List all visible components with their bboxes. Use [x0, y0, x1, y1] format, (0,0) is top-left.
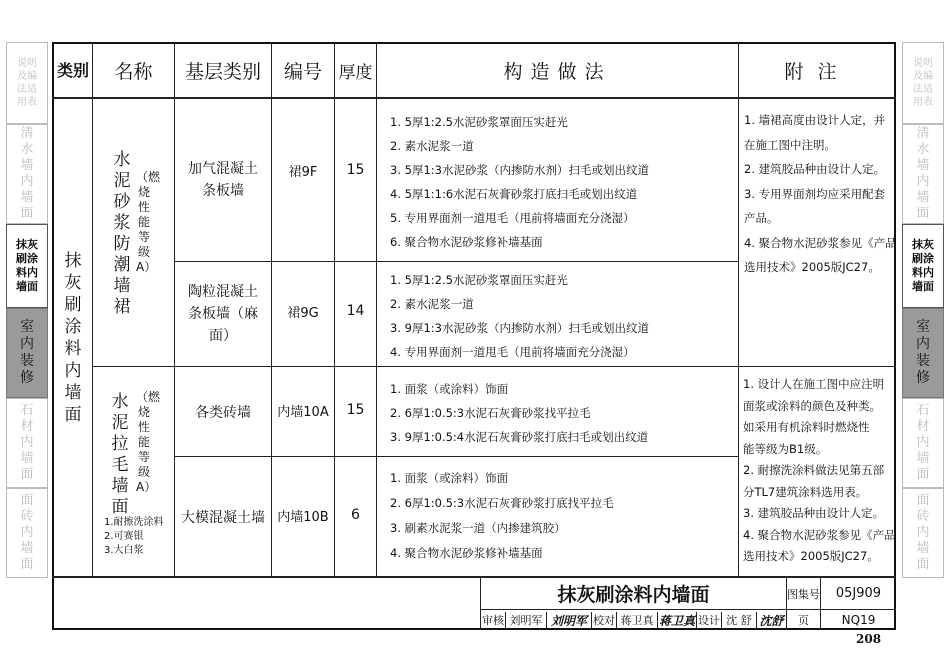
step: 1. 5厚1:2.5水泥砂浆罩面压实赶光	[390, 115, 568, 129]
side-tab-right-5[interactable]	[902, 398, 944, 488]
side-tab-right-1[interactable]	[902, 42, 944, 124]
check-label: 校对	[593, 614, 615, 627]
base-cell: 加气混凝土条板墙	[188, 161, 258, 199]
side-tab-label: 室内装修	[916, 319, 930, 386]
step: 1. 5厚1:2.5水泥砂浆罩面压实赶光	[390, 273, 568, 287]
atlas-label: 图集号	[787, 587, 820, 601]
step: 4. 5厚1:1:6水泥石灰膏砂浆打底扫毛或划出纹道	[390, 187, 638, 201]
header-thickness: 厚度	[338, 63, 373, 83]
step: 2. 素水泥浆一道	[390, 297, 474, 311]
review-label: 审核	[482, 614, 504, 627]
code-cell: 裙9F	[288, 164, 318, 180]
designer-name: 沈 舒	[722, 612, 757, 628]
note-line: 1. 墙裙高度由设计人定，并	[744, 113, 886, 127]
method-steps	[390, 377, 648, 449]
side-tab-label: 石材内墙面	[20, 403, 34, 482]
step: 3. 刷素水泥浆一道（内掺建筑胶）	[390, 521, 566, 535]
step: 1. 面浆（或涂料）饰面	[390, 471, 509, 485]
thickness-cell: 15	[346, 162, 365, 178]
group2-notes	[743, 374, 896, 568]
side-tab-label: 清水墙内墙面	[20, 126, 34, 221]
side-tab-label: 清水墙内墙面	[916, 126, 930, 221]
group2-name: 水泥拉毛墙面	[111, 392, 129, 517]
reviewer-name: 刘明军	[506, 612, 547, 628]
side-tab-left-1[interactable]	[6, 42, 48, 124]
side-tab-label: 室内装修	[20, 319, 34, 386]
side-tab-left-5[interactable]	[6, 398, 48, 488]
thickness-cell: 6	[351, 507, 360, 523]
side-tab-left-3[interactable]	[6, 224, 48, 308]
side-tab-label: 说明及编法适用表	[913, 58, 933, 108]
side-tab-right-2[interactable]	[902, 124, 944, 224]
note-line: 选用技术》2005版JC27。	[744, 260, 880, 274]
page-label: 页	[798, 614, 809, 627]
base-cell: 陶粒混凝土条板墙（麻面）	[188, 284, 258, 344]
step: 2. 素水泥浆一道	[390, 139, 474, 153]
col-line	[376, 42, 377, 576]
category-label: 抹灰刷涂料内墙面	[64, 250, 82, 425]
header-name: 名称	[114, 61, 153, 83]
header-notes: 附注	[784, 61, 851, 83]
step: 2. 6厚1:0.5:3水泥石灰膏砂浆打底找平拉毛	[390, 496, 614, 510]
page-code: NQ19	[841, 613, 876, 627]
note-line: 4. 聚合物水泥砂浆参见《产品	[743, 527, 896, 542]
side-tab-label: 说明及编法适用表	[17, 58, 37, 108]
page-number: 208	[856, 632, 882, 646]
side-tab-left-6[interactable]	[6, 488, 48, 578]
step: 2. 6厚1:0.5:3水泥石灰膏砂浆找平拉毛	[390, 406, 591, 420]
side-tab-label: 面砖内墙面	[20, 493, 34, 572]
note-line: 2. 耐擦洗涂料做法见第五部	[743, 463, 885, 477]
finish-item: 1.耐擦洗涂料	[104, 517, 164, 528]
side-tab-right-6[interactable]	[902, 488, 944, 578]
note-line: 在施工图中注明。	[744, 137, 836, 152]
side-tab-right-3[interactable]	[902, 224, 944, 308]
checker-name: 蒋卫真	[617, 612, 658, 628]
side-tab-left-2[interactable]	[6, 124, 48, 224]
side-tab-right-4[interactable]	[902, 308, 944, 398]
side-tab-left-4[interactable]	[6, 308, 48, 398]
header-category: 类别	[56, 61, 89, 80]
atlas-number: 05J909	[835, 586, 882, 601]
note-line: 4. 聚合物水泥砂浆参见《产品	[744, 235, 897, 250]
reviewer-signature: 刘明军	[547, 612, 592, 629]
note-line: 3. 专用界面剂均应采用配套	[744, 186, 886, 201]
step: 6. 聚合物水泥砂浆修补墙基面	[390, 235, 543, 249]
step: 4. 聚合物水泥砂浆修补墙基面	[390, 546, 543, 560]
header-method: 构造做法	[503, 61, 612, 83]
method-steps	[390, 268, 649, 364]
step: 1. 面浆（或涂料）饰面	[390, 382, 509, 396]
group2-finish-list	[104, 516, 164, 558]
method-steps	[390, 466, 614, 566]
designer-signature: 沈舒	[759, 613, 784, 628]
category-cell	[54, 99, 92, 576]
code-cell: 内墙10A	[277, 404, 329, 420]
group1-notes	[744, 108, 897, 280]
note-line: 能等级为B1级。	[743, 441, 828, 456]
side-tab-label: 石材内墙面	[916, 403, 930, 482]
col-line	[92, 42, 93, 576]
side-tab-label: 面砖内墙面	[916, 493, 930, 572]
code-cell: 裙9G	[287, 305, 319, 321]
thickness-cell: 15	[346, 402, 365, 418]
step: 3. 9厚1:3水泥砂浆（内掺防水剂）扫毛或划出纹道	[390, 321, 649, 335]
finish-item: 2.可赛银	[104, 531, 144, 542]
note-line: 分TL7建筑涂料选用表。	[743, 484, 868, 499]
note-line: 3. 建筑胶品种由设计人定。	[743, 506, 885, 520]
code-cell: 内墙10B	[277, 509, 329, 525]
header-base: 基层类别	[184, 61, 261, 83]
note-line: 1. 设计人在施工图中应注明	[743, 377, 885, 391]
note-line: 产品。	[744, 211, 779, 225]
col-line	[738, 42, 739, 576]
note-line: 选用技术》2005版JC27。	[743, 549, 879, 563]
checker-signature: 蒋卫真	[658, 613, 695, 628]
method-steps	[390, 110, 649, 254]
group1-fire-rating: （燃烧性能等级A）	[136, 170, 161, 274]
step: 4. 专用界面剂一道甩毛（甩前将墙面充分浇湿）	[390, 345, 635, 359]
header-code: 编号	[283, 61, 322, 83]
finish-item: 3.大白浆	[104, 545, 144, 556]
group2-fire-rating: （燃烧性能等级A）	[136, 390, 161, 494]
note-line: 面浆或涂料的颜色及种类。	[743, 398, 881, 413]
step: 3. 9厚1:0.5:4水泥石灰膏砂浆打底扫毛或划出纹道	[390, 430, 649, 444]
thickness-cell: 14	[346, 303, 365, 319]
side-tab-label: 抹灰刷涂料内墙面	[912, 238, 934, 293]
note-line: 2. 建筑胶品种由设计人定。	[744, 162, 886, 176]
group1-name: 水泥砂浆防潮墙裙	[113, 150, 131, 317]
signature-row	[481, 610, 786, 630]
base-cell: 大模混凝土墙	[181, 509, 265, 526]
titleblock-title: 抹灰刷涂料内墙面	[557, 584, 710, 606]
base-cell: 各类砖墙	[195, 404, 251, 421]
step: 3. 5厚1:3水泥砂浆（内掺防水剂）扫毛或划出纹道	[390, 163, 649, 177]
design-label: 设计	[698, 614, 720, 627]
side-tab-label: 抹灰刷涂料内墙面	[16, 238, 38, 293]
step: 5. 专用界面剂一道甩毛（甩前将墙面充分浇湿）	[390, 211, 635, 225]
note-line: 如采用有机涂料时燃烧性	[743, 420, 870, 434]
